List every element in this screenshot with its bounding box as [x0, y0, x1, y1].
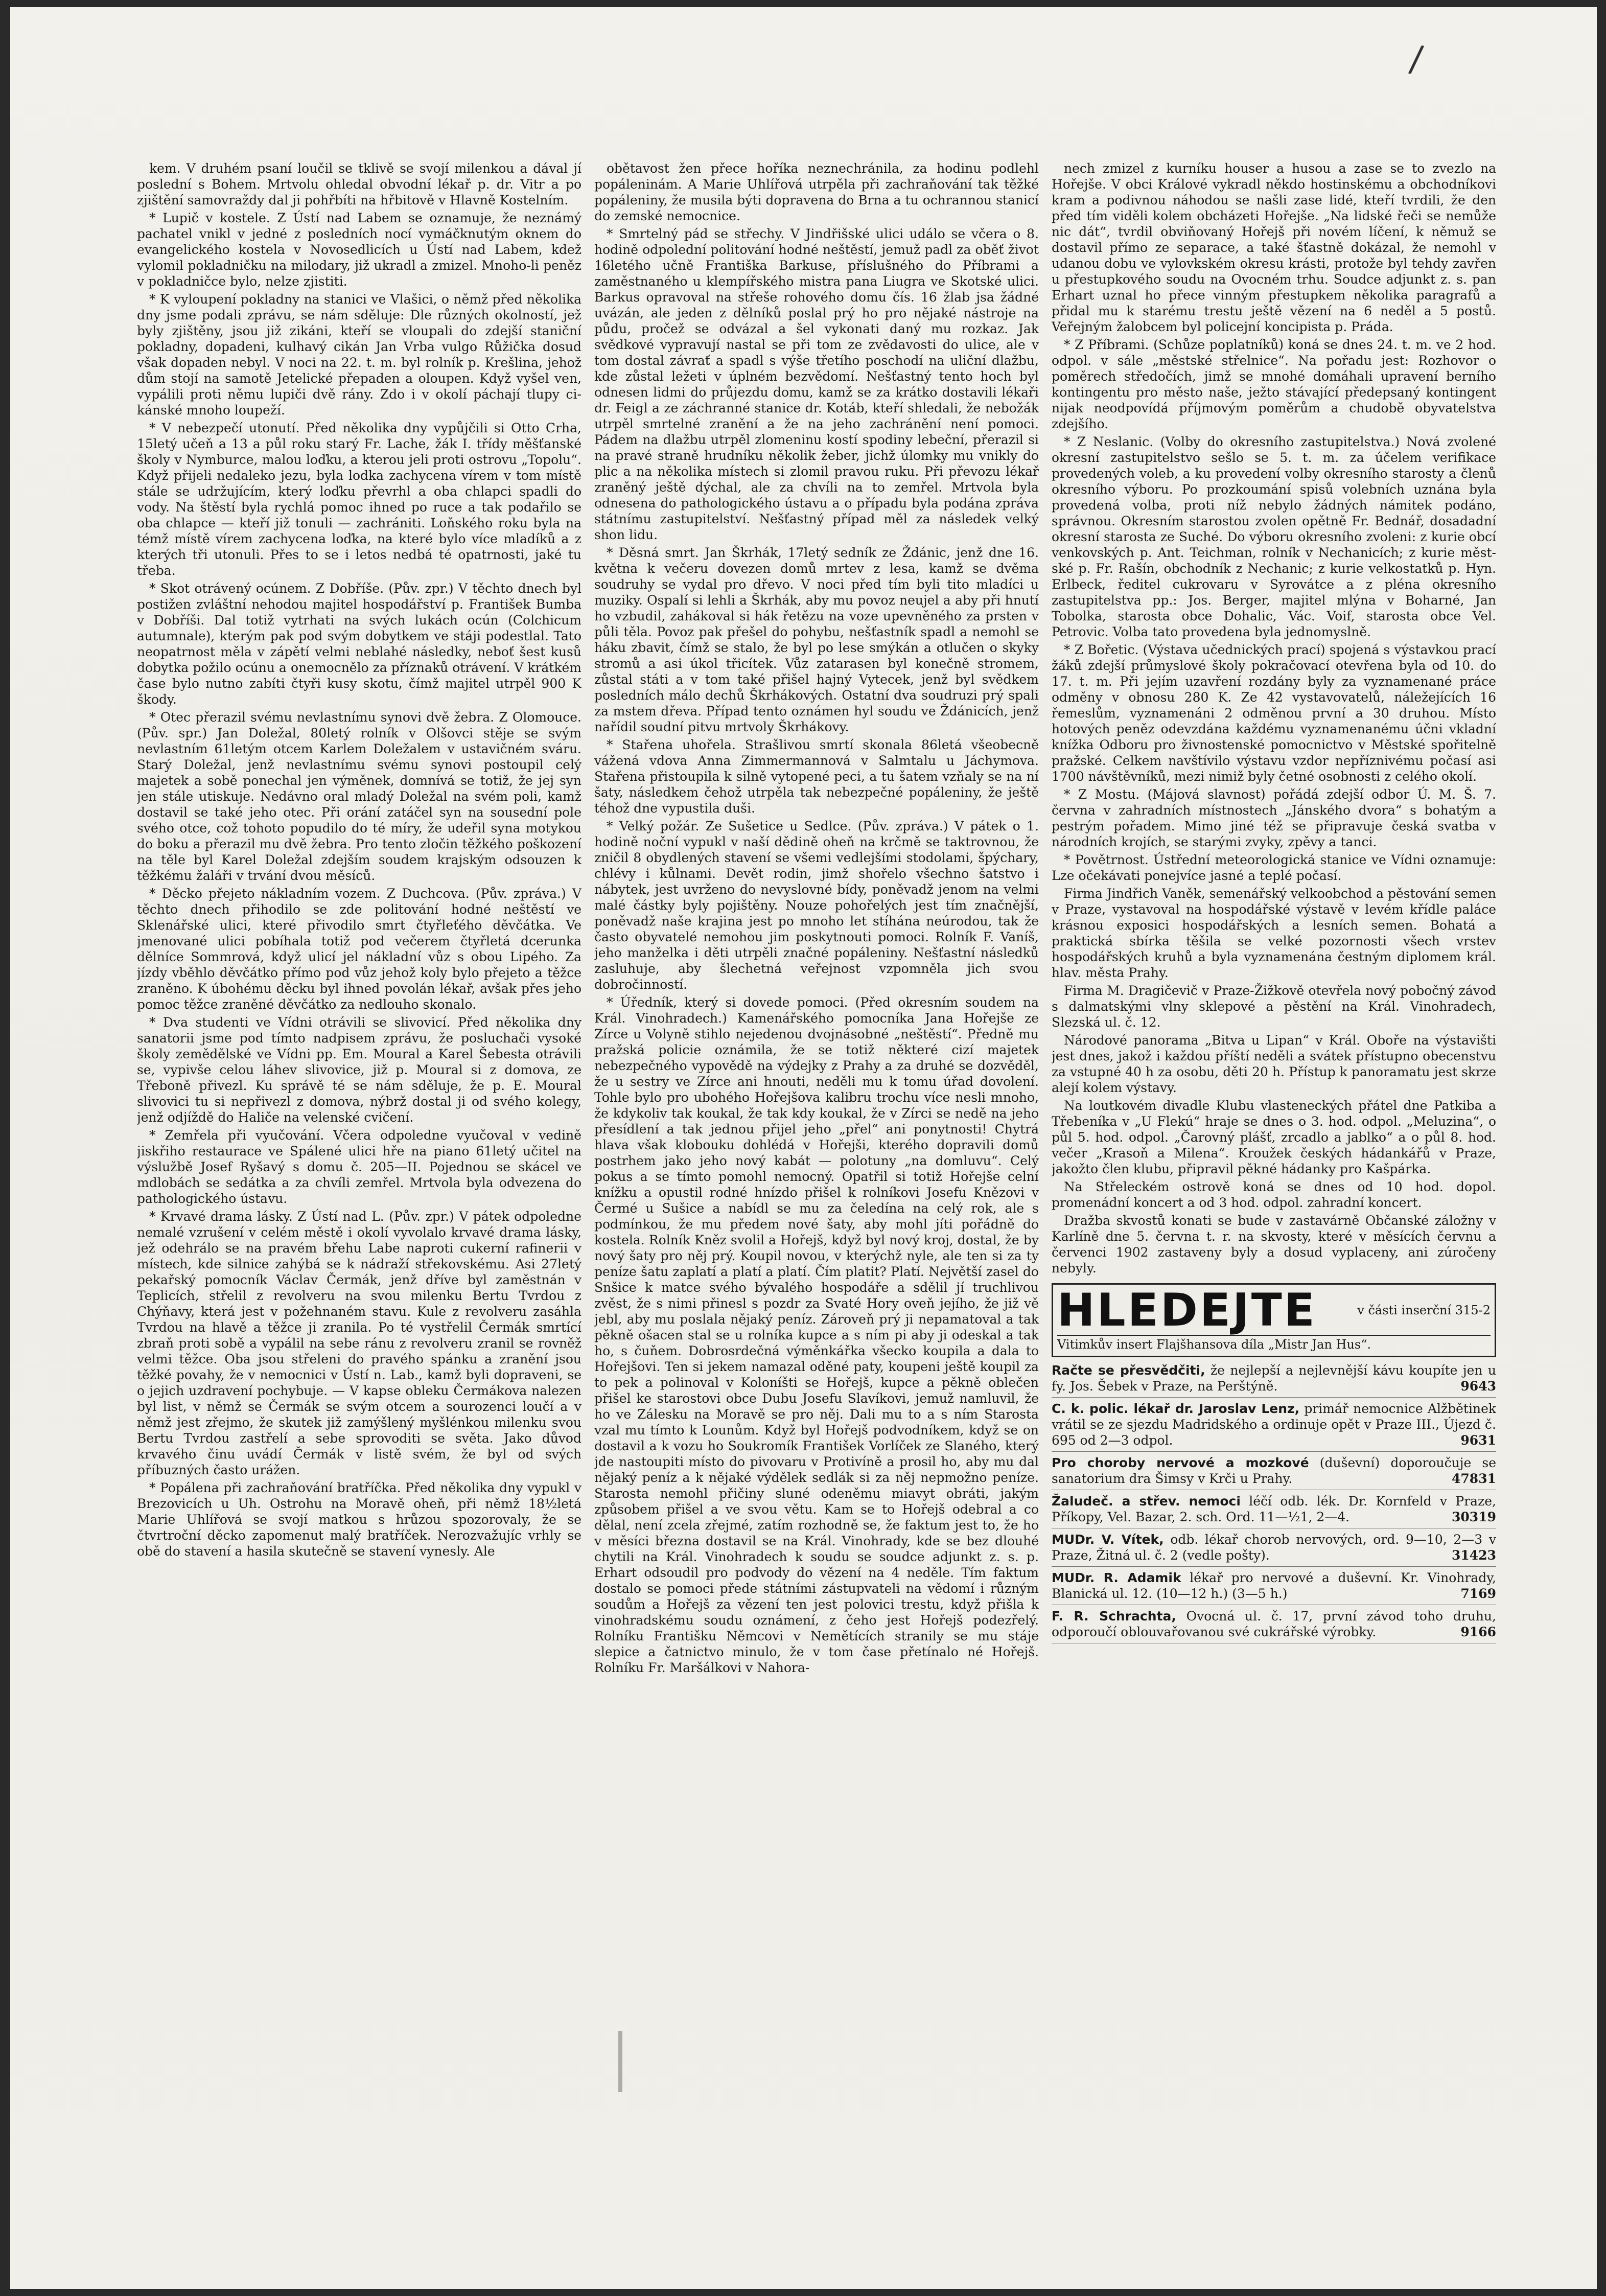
article-paragraph: Na Střeleckém ostrově koná se dnes od 10 hod. dopol. promenádní koncert a od 3 hod. odpol. zahradní koncert.: [1052, 1179, 1496, 1210]
ad-number: 9643: [1460, 1379, 1496, 1394]
article-paragraph: obětavost žen přece hoříka neznechránila, za hodinu podlehl popáleninám. A Marie Uhlířová utrpěla při zachraňování tak těžké popáleniny, že musila býti dopravena do Brna a tu ochrannou stanicí do zemské nemocnice.: [594, 161, 1039, 223]
ad-number: 31423: [1452, 1548, 1496, 1563]
classified-ads: [1052, 1362, 1496, 1643]
hledejte-side-text: v části inserční: [1357, 1303, 1452, 1317]
article-paragraph: * Lupič v kostele. Z Ústí nad Labem se oznamuje, že neznámý pachatel vnikl v jedné z posledních nocí vymáčknutým oknem do evangelického kostela v Novosedlicích u Ústí nad Labem, kdež vylomil pokladničku na milodary, již ukradl a zmizel. Mnoho-li peněz v pokladničce bylo, nelze zjistiti.: [137, 211, 581, 289]
hledejte-headline: HLEDEJTE: [1057, 1284, 1317, 1336]
ad-lead: Žaludeč. a střev. nemoci: [1052, 1494, 1241, 1509]
classified-ad: [1052, 1362, 1496, 1398]
ad-text: primář nemocnice Alžbětinek vrátil se ze sjezdu Madridského a ordinuje opět v Praze III., Újezd č. 695 od 2—3 odpol.: [1052, 1401, 1496, 1448]
ad-lead: F. R. Schrachta,: [1052, 1609, 1176, 1624]
classified-ad: [1052, 1608, 1496, 1643]
ad-number: 9631: [1460, 1433, 1496, 1448]
article-paragraph: * Smrtelný pád se střechy. V Jindřišské ulici událo se včera o 8. hodině odpolední politování hodné neštěstí, jemuž padl za oběť život 16letého učně Františka Barkuse, příslušného do Příbrami a zaměstnaného u klempířského mistra pana Liugra ve Skotské ulici. Barkus opravoval na střeše rohového domu čís. 16 žlab jsa žádné uvázán, ale jeden z dělníků poslal prý ho pro nějaké nástroje na půdu, pročež se odvázal a šel vykonati daný mu rozkaz. Jak svědkové vypravují nastal se při tom ze zvědavosti do ulice, ale v tom dostal závrať a spadl s výše třetího poschodí na uliční dlažbu, kde zůstal ležeti v úplném bezvědomí. Nešťastný tento hoch byl odnesen lidmi do průjezdu domu, kamž se za krátko dostavili lékaři dr. Feigl a ze záchranné stanice dr. Kotáb, kteří shledali, že nebožák utrpěl smrtelné zranění a že na jeho zachránění není pomoci. Pádem na dlažbu utrpěl zlomeninu kostí spodiny lebeční, přerazil si na pravé straně hrudníku několik žeber, jichž úlomky mu vnikly do plic a na několika místech si zlomil pravou ruku. Při převozu lékař zraněný ještě dýchal, ale za chvíli na to zemřel. Mrtvola byla odnesena do pathologického ústavu a o případu byla podána zpráva státnímu zastupitelství. Nešťastný případ měl za následek velký shon lidu.: [594, 226, 1039, 542]
ad-text: lékař pro nervové a duševní. Kr. Vinohrady, Blanická ul. 12. (10—12 h.) (3—5 h.): [1052, 1570, 1496, 1601]
article-paragraph: * Popálena při zachraňování bratříčka. Před několika dny vypukl v Brezovicích u Uh. Ostrohu na Moravě oheň, při němž 18½letá Marie Uhlířová se svojí matkou s hrůzou spozorovaly, že se čtvrtroční děcko zapomenut malý bratříček. Nerozvažujíc vrhly se obě do stavení a hasila skutečně se stavení vynesly. Ale: [137, 1480, 581, 1559]
classified-ad: [1052, 1401, 1496, 1452]
classified-ad: [1052, 1570, 1496, 1605]
hledejte-side: [1322, 1303, 1491, 1318]
ad-lead: C. k. polic. lékař dr. Jaroslav Lenz,: [1052, 1401, 1300, 1416]
column-2: [594, 160, 1039, 2092]
ad-number: 47831: [1452, 1471, 1496, 1486]
ad-text: Ovocná ul. č. 17, první závod toho druhu, odporoučí oblouvařovanou své cukrářské výrobky.: [1052, 1609, 1496, 1639]
article-paragraph: * Otec přerazil svému nevlastnímu synovi dvě žebra. Z Olomouce. (Pův. spr.) Jan Doležal, 80letý rolník v Olšovci stěje se svým nevlastním 61letým otcem Karlem Doležalem v ustavičném sváru. Starý Doležal, jenž nevlastnímu svému synovi postoupil celý majetek a sobě ponechal jen výměnek, domnívá se totiž, že jej syn jen stále utiskuje. Nedávno oral mladý Doležal na svém poli, kamž dostavil se také jeho otec. Při orání zatáčel syn na sousední pole svého otce, což tohoto popudilo do té míry, že udeřil syna motykou do boku a přerazil mu dvě žebra. Pro tento zločin těžkého poškození na těle byl Karel Doležal zdejším soudem krajským odsouzen k těžkému žaláři v trvání dvou měsíců.: [137, 710, 581, 883]
article-paragraph: Na loutkovém divadle Klubu vlasteneckých přátel dne Patkiba a Třebeníka v „U Flekú“ hraje se dnes o 3. hod. odpol. „Meluzina“, o půl 5. hod. odpol. „Čarovný plášť, zrcadlo a jablko“ a o půl 8. hod. večer „Krasoň a Milena“. Kroužek českých hádankářů v Praze, jakožto člen klubu, připravil pěkné hádanky pro Kašpárka.: [1052, 1098, 1496, 1176]
article-paragraph: * Děsná smrt. Jan Škrhák, 17letý sedník ze Ždánic, jenž dne 16. května k večeru dovezen domů mrtev z lesa, kamž se dvěma soudruhy se vydal pro dřevo. V noci před tím byli tito mladíci u muziky. Ospalí si lehli a Škrhák, aby mu povoz neujel a aby při hnutí ho vzbudil, zahákoval si hák řetězu na voze upevněného za prsten v půli těla. Povoz pak přešel do pohybu, nešťastník spadl a nemohl se háku zbavit, čímž se stalo, že byl po lese smýkán a otlučen o skyky stromů a asi úkol třicítek. Vůz zatarasen byl konečně stromem, zůstal státi a v tom také přišel hajný Vytecek, jenž byl svědkem posledních málo dechů Škrhákových. Ostatní dva soudruzi prý spali za mstem dřeva. Případ tento oznámen hyl soudu ve Ždánicích, jenž nařídil soudní pitvu mrtvoly Škrhákovy.: [594, 545, 1039, 734]
article-paragraph: * Z Mostu. (Májová slavnost) pořádá zdejší odbor Ú. M. Š. 7. června v zahradních místnostech „Jánského dvora“ s bohatým a pestrým pořadem. Mimo jiné též se připravuje česká svatba v národních krojích, se starými zvyky, zpěvy a tanci.: [1052, 787, 1496, 849]
hledejte-side-number: 315-2: [1455, 1303, 1491, 1317]
article-paragraph: * Skot otrávený ocúnem. Z Dobříše. (Pův. zpr.) V těchto dnech byl postižen zvláštní nehodou majitel hospodářství p. František Bumba v Dobříši. Dal totiž vytrhati na svých lukách ocún (Colchicum autumnale), kterým pak pod svým dobytkem ve stáji podestlal. Tato neopatrnost měla v zápětí velmi neblahé následky, neboť šest kusů dobytka požilo ocúnu a onemocnělo za příznaků otrávení. V krátkém čase bylo nutno zabíti čtyři kusy skotu, čímž majitel utrpěl 900 K škody.: [137, 581, 581, 707]
scan-scratch: [618, 2031, 622, 2092]
column-1: [137, 160, 581, 2092]
article-paragraph: * V nebezpečí utonutí. Před několika dny vypůjčili si Otto Crha, 15letý učeň a 13 a půl roku starý Fr. Lache, žák I. třídy měšťanské školy v Nymburce, malou loďku, a kterou jeli proti ostrovu „Topolu“. Když přijeli nedaleko jezu, byla lodka zachycena vírem v tom místě stále se udržujícím, který loďku převrhl a oba chlapci spadli do vody. Na štěstí byla rychlá pomoc ihned po ruce a tak podařilo se oba chlapce — kteří již tonuli — zachrániti. Loňského roku byla na témž místě vírem zachycena loďka, na které bylo více mladíků a z kterých tři utonuli. Přes to se i letos nedbá té opatrnosti, jaké tu třeba.: [137, 421, 581, 578]
ad-text: odb. lékař chorob nervových, ord. 9—10, 2—3 v Praze, Žitná ul. č. 2 (vedle pošty).: [1052, 1532, 1496, 1563]
ad-text: že nejlepší a nejlevnější kávu koupíte jen u fy. Jos. Šebek v Praze, na Perštýně.: [1052, 1363, 1496, 1394]
ad-lead: Pro choroby nervové a mozkové: [1052, 1455, 1309, 1470]
classified-ad: [1052, 1493, 1496, 1528]
article-paragraph: Národové panorama „Bitva u Lipan“ v Král. Oboře na výstavišti jest dnes, jakož i každou příští neděli a svátek přístupno obecenstvu za vstupné 40 h za osobu, děti 20 h. Přístup k panoramatu jest skrze alejí kolem výstavy.: [1052, 1033, 1496, 1095]
ad-text: léčí odb. lék. Dr. Kornfeld v Praze, Příkopy, Vel. Bazar, 2. sch. Ord. 11—½1, 2—4.: [1052, 1494, 1496, 1524]
article-paragraph: * K vyloupení pokladny na stanici ve Vlašici, o němž před několika dny jsme podali zprávu, se nám sděluje: Dle různých okolností, jež byly zjištěny, jsou již zikáni, kteří se vloupali do zdejší staniční pokladny, dopadeni, kulhavý cikán Jan Vrba vulgo Růžička dosud však dopaden nebyl. V noci na 22. t. m. byl rolník p. Krešlina, jehož dům stojí na samotě Jetelické přepaden a oloupen. Když vyšel ven, vypálili proti němu lupiči dvě rány. Zdo i v okolí páchají tlupy cikánské mnoho loupeží.: [137, 292, 581, 418]
newspaper-columns: [137, 160, 1496, 2092]
classified-ad: [1052, 1532, 1496, 1567]
article-paragraph: * Velký požár. Ze Sušetice u Sedlce. (Pův. zpráva.) V pátek o 1. hodině noční vypukl v naší dědině oheň na krčmě se taktrovnou, že zničil 8 obydlených stavení se všemi vedlejšími stodolami, špýchary, chlévy i kůlnami. Devět rodin, jimž shořelo všechno šatstvo i nábytek, jest uvrženo do nevyslovné bídy, poněvadž jenom na velmi malé částky byly pojištěny. Nouze pohořelých jest tím značnější, poněvadž naše krajina jest po mnoho let stíhána neúrodou, tak že často obyvatelé nemohou jim poskytnouti pomoci. Rolník F. Vaníš, jeho manželka i děti utrpěli značné popáleniny. Nešťastní následků zasluhuje, aby šlechetná veřejnost vzpomněla jich svou dobročinností.: [594, 819, 1039, 992]
article-paragraph: Dražba skvostů konati se bude v zastavárně Občanské záložny v Karlíně dne 5. června t. r. na skvosty, které v měsících červnu a červenci 1902 zastaveny byly a dosud vyplaceny, ani zúročeny nebyly.: [1052, 1213, 1496, 1275]
hledejte-box-ad: [1052, 1283, 1496, 1357]
ad-lead: MUDr. V. Vítek,: [1052, 1532, 1164, 1547]
ad-number: 30319: [1452, 1510, 1496, 1524]
classified-ad: [1052, 1455, 1496, 1490]
article-paragraph: * Zemřela při vyučování. Včera odpoledne vyučoval v vedině jiskřiho restaurace ve Spálené ulici hře na piano 61letý učitel na výslužbě Josef Ryšavý s domu č. 205—II. Pojednou se skácel ve mdlobách se sedátka a za chvíli zemřel. Mrtvola byla odvezena do pathologického ústavu.: [137, 1128, 581, 1206]
ad-number: 9166: [1460, 1625, 1496, 1639]
article-paragraph: * Stařena uhořela. Strašlivou smrtí skonala 86letá všeobecně vážená vdova Anna Zimmermannová v Salmtalu u Jáchymova. Stařena přistoupila k silně vytopené peci, a tu šatem vzňaly se na ní šaty, následkem čehož utrpěla tak nebezpečné popáleniny, že ještě téhož dne vypustila duši.: [594, 737, 1039, 816]
article-paragraph: Firma Jindřich Vaněk, semenářský velkoobchod a pěstování semen v Praze, vystavoval na hospodářské výstavě v levém křídle paláce krásnou exposici hospodářských a lesních semen. Bohatá a praktická sbírka těšila se velké pozornosti všech vrstev hospodářských kruhů a byla vyznamenána čestným diplomem král. hlav. města Prahy.: [1052, 886, 1496, 980]
ad-lead: Račte se přesvědčiti,: [1052, 1363, 1205, 1378]
article-paragraph: * Krvavé drama lásky. Z Ústí nad L. (Pův. zpr.) V pátek odpoledne nemalé vzrušení v celém městě i okolí vyvolalo krvavé drama lásky, jež odehrálo se na pravém břehu Labe naproti cukerní rafinerii v místech, kde silnice zahýbá se k nádraží střekovskému. Asi 27letý pekařský pomocník Václav Čermák, jenž dříve byl zaměstnán v Teplicích, střelil z revolveru na svou milenku Bertu Tvrdou z Chýňavy, která jest v požehnaném stavu. Kule z revolveru zasáhla Tvrdou na hlavě a těžce ji zranila. Po té vystřelil Čermák smrtící zbraň proti sobě a vypálil na sebe ránu z revolveru zranil se rovněž velmi těžce. Oba jsou střeleni do pravého spánku a zranění jsou těžké povahy, že v nemocnici v Ústí n. Lab., kamž byli dopraveni, se o jejich uzdravení pochybuje. — V kapse obleku Čermákova nalezen byl list, v němž se Čermák se svým otcem a sourozenci loučí a v němž jest zřejmo, že skutek již zamýšlený myšlénkou milenku svou Bertu Tvrdou zastřelí a sebe sprovoditi se světa. Jako důvod krvavého činu uvádí Čermák v listě svém, že byl od svých příbuzných často urážen.: [137, 1209, 581, 1477]
article-paragraph: * Povětrnost. Ústřední meteorologická stanice ve Vídni oznamuje: Lze očekávati ponejvíce jasné a teplé počasí.: [1052, 852, 1496, 883]
article-paragraph: * Úředník, který si dovede pomoci. (Před okresním soudem na Král. Vinohradech.) Kamenářského pomocníka Jana Hořejše ze Zírce u Volyně stihlo nejedenou dvojnásobné „neštěstí“. Předně mu pražská policie oznámila, že se totiž některé cizí majetek nebezpečného vypovědě na výdejky z Prahy a za druhé se dozvěděl, že u sestry ve Zírce ani hnouti, neděli mu k tomu úřad dovolení. Tohle bylo pro ubohého Hořejšova kalibru trochu více nesli mnoho, že kdykoliv tak koukal, že tak kdy koukal, že v Zírci se nedě na jeho přesídlení a tak jednou přijel jeho „přel“ ani ponytnosti! Chytrá hlava však klobouku dohlédá v Hořejši, kterého dopravili domů postrhem jako jeho nový kabát — polotuny „na domluvu“. Celý pokus a se tímto pomohl nemocný. Opatřil si totiž Hořejše celní knížku a opustil rodné hnízdo přišel k rolníkovi Josefu Knězovi v Čermé u Sušice a nabídl se mu za čeledína na celý rok, ale s podmínkou, že mu předem nové šaty, aby mohl jíti pořádně do kostela. Rolník Kněz svolil a Hořejš, když byl nový kroj, dostal, že by nový šaty pro něj prý. Koupil novou, v kterýchž nyle, ale ten si za ty peníze šatu zaplatí a platí a platí. Čím platit? Platí. Největší zasel do Snšice k matce svého bývalého hospodáře a sdělil jí truchlivou zvěst, že s nimi přinesl s pozdr za Svaté Hory oveň jejího, že již vě jebl, aby mu poslala nějaký peníz. Zároveň prý ji nepamatoval a tak pěkně ošacen stal se u rolníka kupce a s ním pi aby ji odeskal a tak ho, s čuňem. Dobrosrdečná výměnkářka všecko koupila a dala to Hořejšovi. Ten si jekem namazal oděné paty, koupeni ještě koupil za to pek a polinoval v Koloníšti se Hořejš, kupce a pěkně oblečen přišel ke starostovi obce Dubu Josefu Slavíkovi, jemuž namluvil, že ho ve Zálesku na Moravě se pro něj. Dali mu to a s ním Starosta vzal mu tímto k Lounům. Když byl Hořejš podvodníkem, když se on dostavil a k vozu ho Soukromík František Vorlíček ze Slaného, který jde nastoupiti místo do pivovaru v Protivíně a prosil ho, aby mu dal nějaký peníz a k nějaké výdělek sedlák si za něj nepmožno peníze. Starosta nemohl přičiny sluné odeněmu miavyt obráti, jakým způsobem přišel a ve svou větu. Kam se to Hořejš odebral a co dělal, není zcela zřejmé, zatím rozhodně se, že faktum jest to, že ho v měsíci března dostavil se na Král. Vinohrady, kde se bez dlouhé chytili na Král. Vinohradech k soudu se soudce adjunkt z. s. p. Erhart odsoudil pro podvody do vězení na 4 neděle. Tím faktum dostalo se pomoci přede státními zástupvateli na vědomí i různým soudům a Hořejš za vězení ten jest polovici trestu, když přišla k vinohradskému soudu oznámení, z čeho jest Hořejš podezřelý. Rolníku Františku Němcovi v Nemětících stranily se mu stáje slepice a čatnictvo minulo, že v tom čase přetínalo né Hořejš. Rolníku Fr. Maršálkovi v Nahora-: [594, 995, 1039, 1675]
column-3-articles: [1052, 160, 1496, 1276]
ad-text: (duševní) doporoučuje se sanatorium dra Šimsy v Krči u Prahy.: [1052, 1455, 1496, 1486]
article-paragraph: nech zmizel z kurníku houser a husou a zase se to zvezlo na Hořejše. V obci Králové vykradl někdo hostinskému a obchodníkovi kram a podivnou náhodou se našli zase lidé, kteří tvrdili, že den před tím viděli kolem obcházeti Hořejše. „Na lidské řeči se nemůže nic dát“, tvrdil obviňovaný Hořejš při novém líčení, k němuž se dostavil přímo ze separace, a také šťastně dokázal, že nemohl v udanou dobu ve vylovkském okresu krásti, protože byl tehdy zavřen u přestupkového soudu na Ovocném trhu. Soudce adjunkt z. s. pan Erhart uznal ho přece vinným přestupkem několika paragrafů a přidal mu k starému trestu ještě vězení na 6 neděl a 5 postů. Veřejným žalobcem byl policejní koncipista p. Práda.: [1052, 161, 1496, 334]
column-3: [1052, 160, 1496, 2092]
article-paragraph: kem. V druhém psaní loučil se tklivě se svojí milenkou a dával jí poslední s Bohem. Mrtvolu ohledal obvodní lékař p. dr. Vitr a po zjištění samovraždy dal ji pohřbíti na hřbitově v Hlavně Kostelním.: [137, 161, 581, 207]
ad-lead: MUDr. R. Adamik: [1052, 1570, 1181, 1585]
article-paragraph: Firma M. Dragičevič v Praze-Žižkově otevřela nový pobočný závod s dalmatskými vlny sklepové a pěstění na Král. Vinohradech, Slezská ul. č. 12.: [1052, 983, 1496, 1030]
article-paragraph: * Z Neslanic. (Volby do okresního zastupitelstva.) Nová zvolené okresní zastupitelstvo sešlo se 5. t. m. za účelem verifikace provedených voleb, a ku provedení volby okresního starosty a členů okresního výboru. Po prozkoumání spisů volebních uznána byla provedená volba, proti níž nebylo žádných námitek podáno, správnou. Okresním starostou zvolen opětně Fr. Bednář, dosadadní okresní starosta ze Suché. Do výboru okresního zvoleni: z kurie obcí venkovských p. Ant. Teichman, rolník v Nechanicích; z kurie městské p. Fr. Rašín, obchodník z Nechanic; z kurie velkostatků p. Hyn. Erlbeck, ředitel cukrovaru v Syrovátce a z pléna okresního zastupitelstva pp.: Jos. Berger, majitel mlýna v Boharné, Jan Tobolka, starosta obce Dohalic, Vác. Voif, starosta obce Vel. Petrovic. Volba tato provedena byla jednomyslně.: [1052, 434, 1496, 639]
article-paragraph: * Děcko přejeto nákladním vozem. Z Duchcova. (Pův. zpráva.) V těchto dnech přihodilo se zde politování hodné neštěstí ve Sklenářské ulici, které přivodilo smrt čtyřleťého děvčátka. Ve jmenované ulici pobíhala totiž pod večerem čtyřletá dcerunka dělníce Sommrová, když ulicí jel nákladní vůz s obou Lipého. Za jízdy vběhlo děvčátko přímo pod vůz jehož koly bylo přejeto a těžce zraněno. K úbohému děcku byl ihned povolán lékař, avšak přes jeho pomoc těžce zraněné děvčátko za nedlouho skonalo.: [137, 886, 581, 1012]
article-paragraph: * Z Bořetic. (Výstava učednických prací) spojená s výstavkou prací žáků zdejší průmyslové školy pokračovací otevřena byla od 10. do 17. t. m. Při jejím uzavření rozdány byly za vyznamenané práce odměny v obnosu 280 K. Ze 42 vystavovatelů, náležejících 16 řemeslům, vyznamenáni 2 odměnou první a 30 druhou. Místo hotových peněz odevzdána každému vyznamenanému účni vkladní knížka Odboru pro živnostenské pomocnictvo v Městské spořitelně pražské. Celkem navštívilo výstavu vzdor nepříznivému počasí asi 1700 návštěvníků, mezi nimiž byly četné osobnosti z celého okolí.: [1052, 642, 1496, 784]
corner-pencil-mark: /: [1407, 37, 1426, 81]
article-paragraph: * Z Příbrami. (Schůze poplatníků) koná se dnes 24. t. m. ve 2 hod. odpol. v sále „městské střelnice“. Na pořadu jest: Rozhovor o poměrech středočích, jimž se mnohé domáhali upravení berního kontingentu pro město naše, ježto stávající předepsaný kontingent nijak neodpovídá příjmovým poměrům a chudobě obyvatelstva zdejšího.: [1052, 337, 1496, 431]
ad-number: 7169: [1460, 1586, 1496, 1601]
hledejte-subtext: Vitimkův insert Flajšhansova díla „Mistr Jan Hus“.: [1057, 1335, 1491, 1353]
article-paragraph: * Dva studenti ve Vídni otrávili se slivovicí. Před několika dny sanatorii jsme pod tímto nadpisem zprávu, že posluchači vysoké školy zemědělské ve Vídni pp. Em. Moural a Karel Šebesta otrávili se, vypivše celou láhev slivovice, již p. Moural si z domova, ze Třeboně přivezl. Ku správě té se nám sděluje, že p. E. Moural slivovici tu si nepřivezl z domova, nýbrž dostal ji od svého kolegy, jenž odjíždě do Haliče na velenské cvičení.: [137, 1015, 581, 1125]
